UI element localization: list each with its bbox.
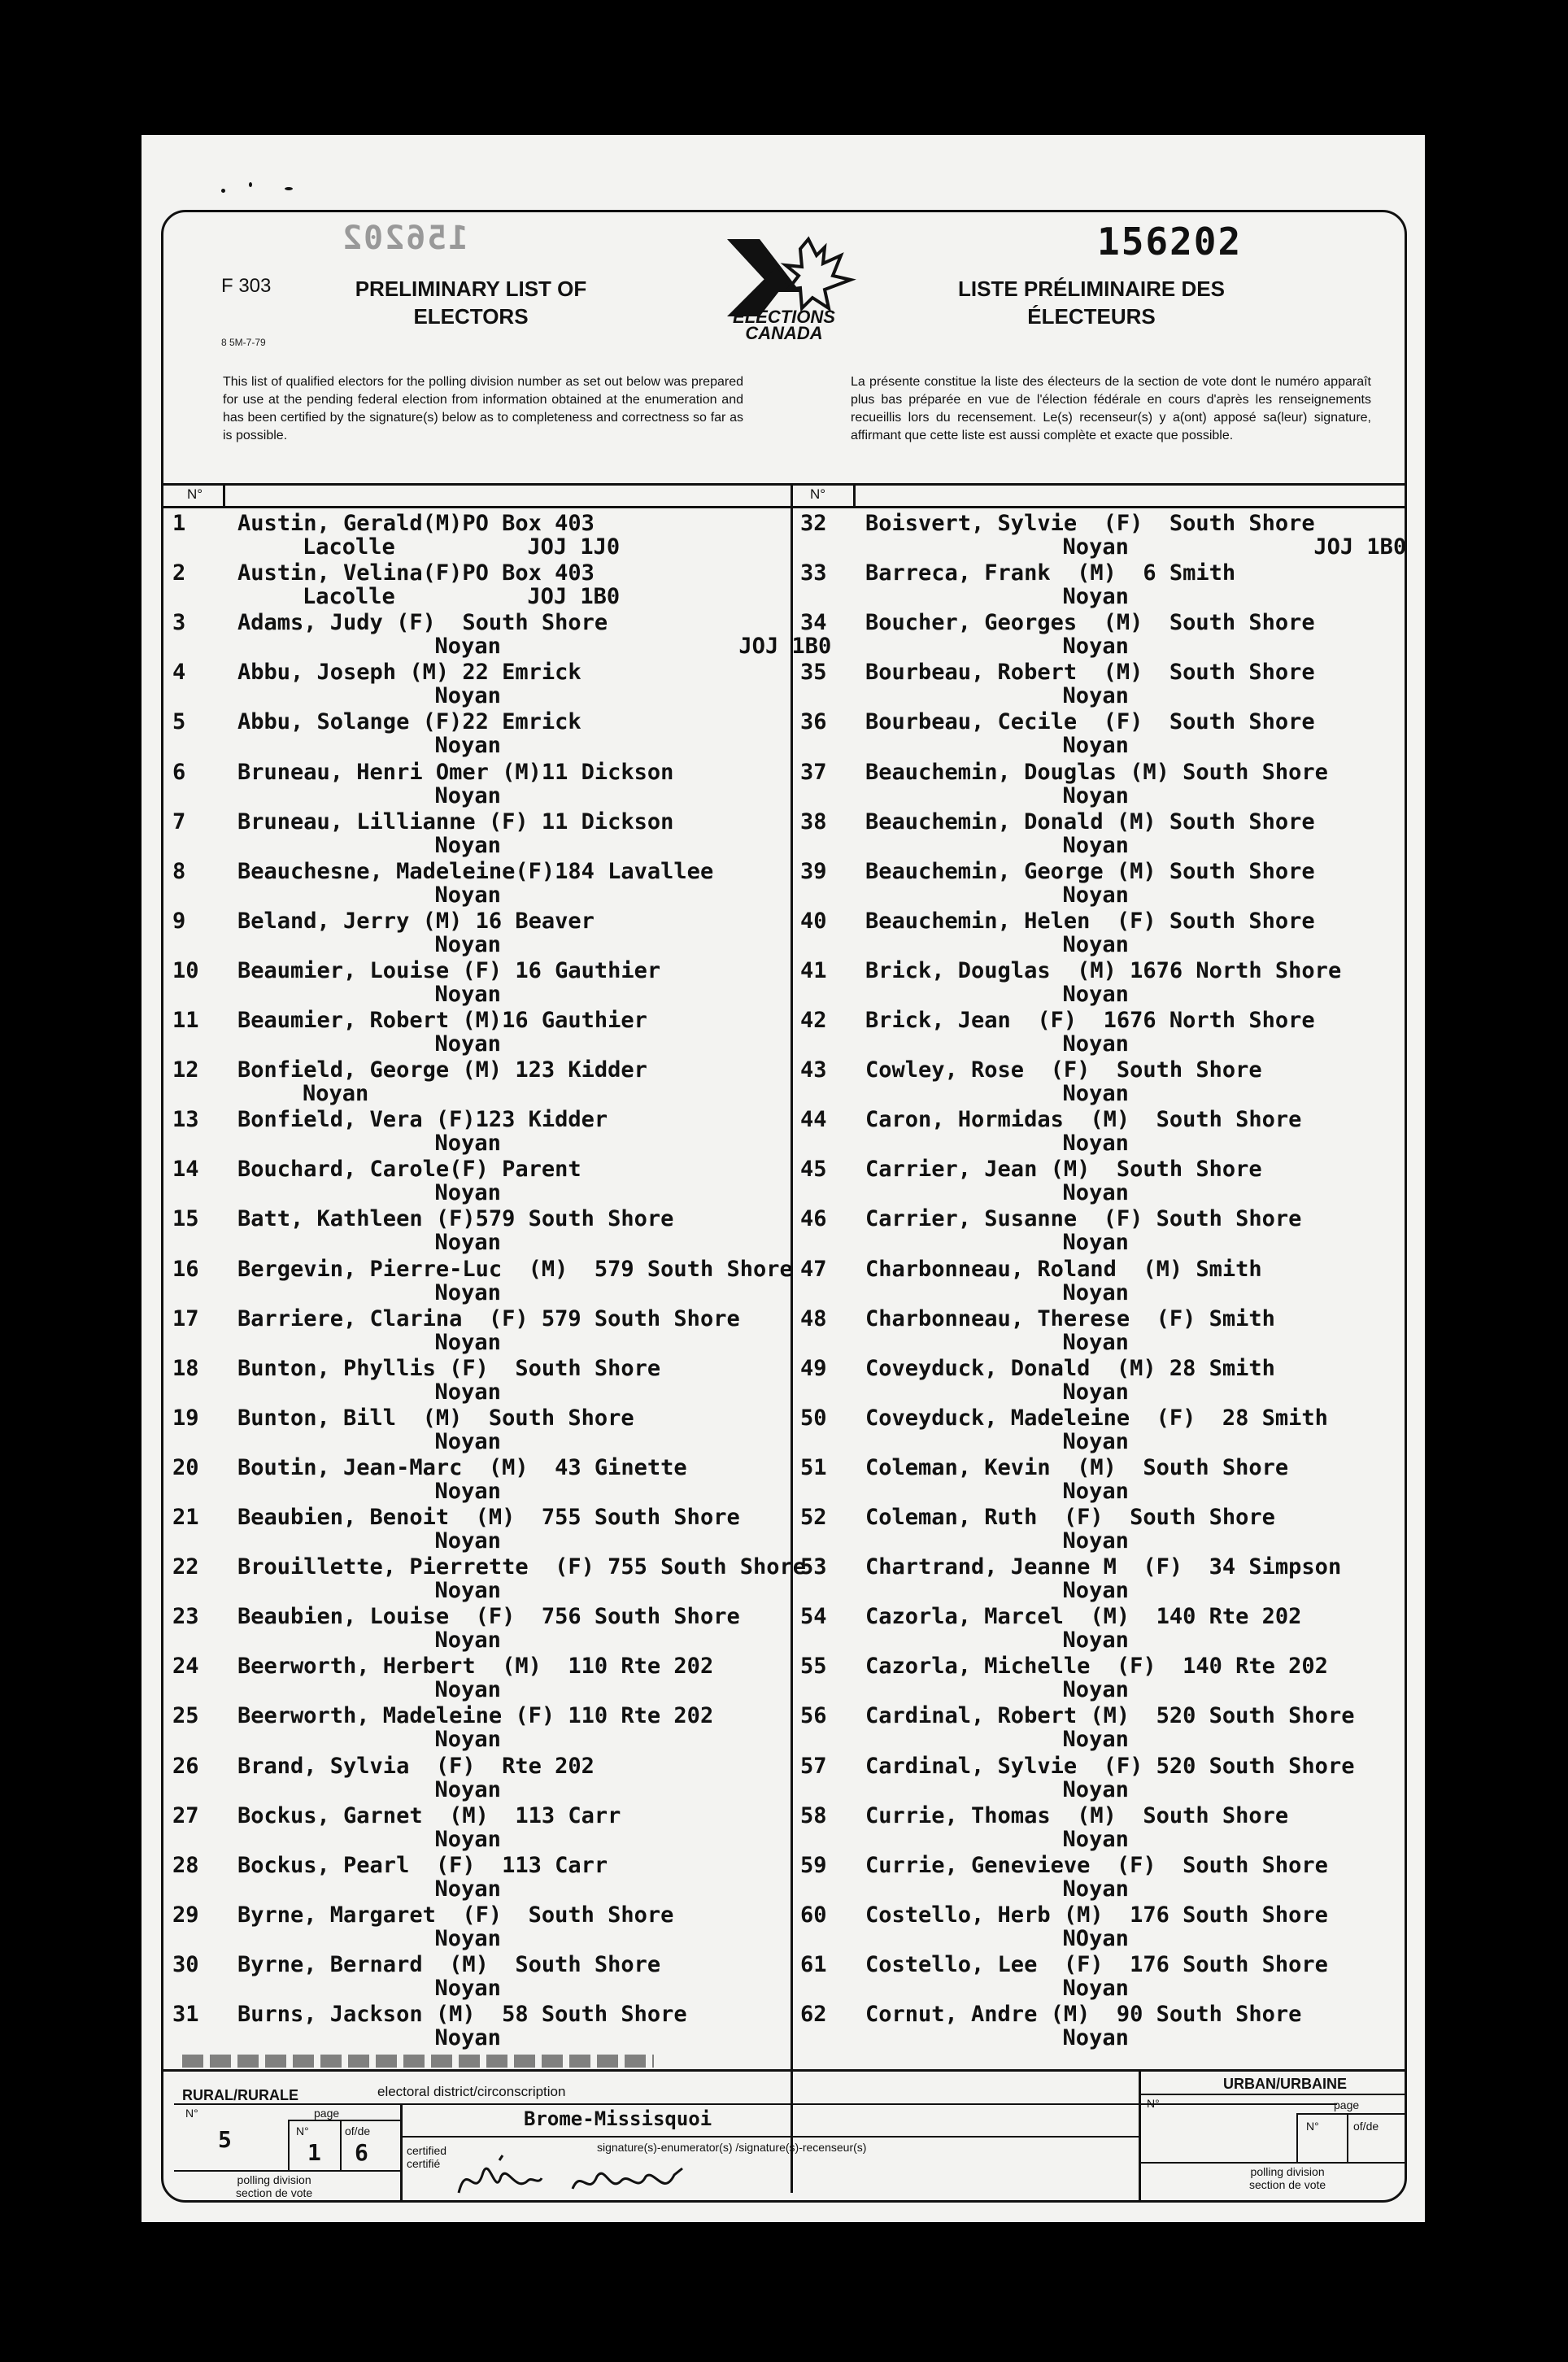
no-header-left: N° — [187, 486, 203, 502]
elector-locality: Noyan — [930, 832, 1129, 858]
electoral-district: Brome-Missisquoi — [524, 2107, 712, 2130]
elector-locality: Lacolle JOJ 1J0 — [303, 534, 621, 560]
elector-name-address: Currie, Genevieve (F) South Shore — [865, 1852, 1328, 1878]
elector-entry — [172, 559, 742, 608]
elector-locality: Noyan — [930, 1379, 1129, 1405]
elector-locality: Noyan — [303, 1031, 501, 1057]
intro-french: La présente constitue la liste des électeurs de la section de vote dont le numéro apparaît plus bas préparée en vue de l'élection fédérale en cours d'après les renseignements recueillis lors du recensement. Le(s) recenseur(s) y a(ont) apposé sa(leur) signature, affirmant que cette liste est aussi complète et exacte que possible. — [851, 375, 1371, 442]
document-sheet — [142, 135, 1425, 2222]
elector-name-address: Byrne, Bernard (M) South Shore — [237, 1951, 661, 1977]
elector-number: 28 — [172, 1852, 199, 1878]
elector-number: 53 — [800, 1554, 827, 1580]
elector-number: 4 — [172, 660, 186, 686]
elector-name-address: Carrier, Susanne (F) South Shore — [865, 1206, 1302, 1232]
polling-division-rule — [174, 2170, 400, 2172]
elector-entry — [172, 708, 742, 757]
elector-entry — [800, 1354, 1370, 1404]
elector-locality: Noyan — [303, 782, 501, 808]
elector-name-address: Beland, Jerry (M) 16 Beaver — [237, 908, 595, 934]
elector-entry — [800, 1105, 1370, 1155]
elector-locality: Noyan — [303, 981, 501, 1007]
elector-name-address: Carrier, Jean (M) South Shore — [865, 1157, 1262, 1183]
elector-number: 13 — [172, 1107, 199, 1133]
elector-entry — [172, 1354, 742, 1404]
elector-number: 37 — [800, 759, 827, 785]
elector-name-address: Beauchemin, Donald (M) South Shore — [865, 808, 1315, 835]
elector-entry — [172, 1702, 742, 1751]
elector-locality: Noyan — [303, 931, 501, 957]
elector-locality: Noyan — [930, 1031, 1129, 1057]
elector-name-address: Bunton, Phyllis (F) South Shore — [237, 1355, 661, 1381]
elector-entry — [800, 1553, 1370, 1602]
elector-name-address: Bockus, Pearl (F) 113 Carr — [237, 1852, 608, 1878]
elector-entry — [172, 1950, 742, 2000]
elector-locality: Noyan — [930, 1628, 1129, 1654]
elector-name-address: Boucher, Georges (M) South Shore — [865, 610, 1315, 636]
certified-label: certified certifié — [407, 2144, 447, 2170]
elector-locality: Noyan — [303, 1180, 501, 1206]
elector-number: 40 — [800, 908, 827, 934]
page-no-label: N° — [296, 2124, 309, 2138]
elector-entry — [800, 509, 1407, 560]
signature-label: signature(s)-enumerator(s) /signature(s)-recenseur(s) — [597, 2141, 867, 2154]
elector-entry — [800, 708, 1370, 757]
page-box-rule — [288, 2120, 400, 2121]
urban-no-label: N° — [1147, 2097, 1160, 2110]
elector-locality: Noyan — [930, 1279, 1129, 1305]
elector-locality: Noyan — [303, 1478, 501, 1504]
elector-number: 6 — [172, 759, 186, 785]
elector-locality: Noyan JOJ 1B0 — [303, 634, 832, 660]
elector-locality: Noyan — [930, 981, 1129, 1007]
elector-entry — [172, 1602, 742, 1652]
elector-entry — [800, 658, 1370, 708]
elector-name-address: Cornut, Andre (M) 90 South Shore — [865, 2002, 1302, 2027]
elector-locality: Noyan — [303, 1975, 501, 2001]
urban-rule — [1139, 2094, 1405, 2095]
elector-name-address: Bruneau, Henri Omer (M)11 Dickson — [237, 759, 674, 785]
elector-number: 41 — [800, 957, 827, 983]
elector-number: 33 — [800, 560, 827, 586]
elector-name-address: Bouchard, Carole(F) Parent — [237, 1157, 581, 1183]
elector-locality: Noyan — [303, 1329, 501, 1355]
table-header-rule — [163, 506, 1405, 508]
elector-number: 50 — [800, 1405, 827, 1431]
elector-entry — [172, 758, 742, 808]
elector-locality: Noyan — [930, 1428, 1129, 1454]
elector-number: 51 — [800, 1454, 827, 1480]
elector-entry — [172, 1056, 742, 1105]
elector-locality: Noyan — [930, 782, 1129, 808]
elector-locality: Noyan — [930, 1727, 1129, 1753]
serial-number: 156202 — [1097, 220, 1243, 264]
elector-name-address: Brand, Sylvia (F) Rte 202 — [237, 1753, 595, 1779]
elector-locality: Noyan — [930, 1975, 1129, 2001]
elector-entry — [800, 1255, 1370, 1305]
left-no-divider — [223, 483, 225, 506]
page-total: 6 — [355, 2139, 368, 2166]
elector-locality: Noyan — [303, 882, 501, 908]
elector-locality: Noyan — [303, 1628, 501, 1654]
elector-entry — [172, 1105, 742, 1155]
urban-page-rule — [1296, 2113, 1405, 2115]
urban-page-label: page — [1334, 2098, 1360, 2111]
elector-entry — [800, 1851, 1370, 1901]
elector-name-address: Costello, Herb (M) 176 South Shore — [865, 1902, 1328, 1928]
elector-locality: Noyan — [303, 1876, 501, 1902]
elector-number: 16 — [172, 1256, 199, 1282]
elector-number: 11 — [172, 1008, 199, 1033]
elector-number: 10 — [172, 957, 199, 983]
elector-name-address: Barriere, Clarina (F) 579 South Shore — [237, 1305, 740, 1331]
elector-locality: Noyan — [303, 1528, 501, 1554]
elector-number: 56 — [800, 1703, 827, 1729]
elector-number: 62 — [800, 2002, 827, 2027]
elector-entry — [800, 1305, 1370, 1354]
elector-locality: Noyan — [303, 1279, 501, 1305]
elector-locality: Noyan — [303, 1727, 501, 1753]
elector-locality: Noyan — [930, 1329, 1129, 1355]
elector-name-address: Charbonneau, Roland (M) Smith — [865, 1256, 1262, 1282]
elector-number: 30 — [172, 1951, 199, 1977]
polling-division-number: 5 — [218, 2126, 232, 2153]
elector-name-address: Bergevin, Pierre-Luc (M) 579 South Shore — [237, 1256, 793, 1282]
elector-name-address: Beaubien, Benoit (M) 755 South Shore — [237, 1505, 740, 1530]
elector-entry — [800, 1950, 1370, 2000]
elector-number: 24 — [172, 1654, 199, 1680]
elector-number: 21 — [172, 1505, 199, 1530]
elector-name-address: Cardinal, Sylvie (F) 520 South Shore — [865, 1753, 1355, 1779]
elector-entry — [172, 1553, 806, 1604]
elector-entry — [172, 1752, 742, 1802]
elector-number: 3 — [172, 610, 186, 636]
elector-number: 61 — [800, 1951, 827, 1977]
elector-entry — [172, 2000, 742, 2050]
footer-right-divider — [1139, 2069, 1141, 2201]
elector-number: 8 — [172, 858, 186, 884]
elector-locality: Noyan — [303, 832, 501, 858]
elector-entry — [800, 2000, 1370, 2050]
urban-polling-division-label: polling division section de vote — [1249, 2165, 1326, 2191]
elector-locality: Noyan — [303, 1578, 501, 1604]
elector-locality: Noyan — [303, 1925, 501, 1951]
elector-entry — [800, 1901, 1370, 1950]
elector-name-address: Beerworth, Madeleine (F) 110 Rte 202 — [237, 1703, 714, 1729]
rural-label: RURAL/RURALE — [182, 2087, 298, 2103]
table-top-rule — [163, 483, 1405, 486]
of-label: of/de — [345, 2124, 371, 2138]
elector-name-address: Byrne, Margaret (F) South Shore — [237, 1902, 674, 1928]
elector-number: 18 — [172, 1355, 199, 1381]
elector-name-address: Beauchemin, Helen (F) South Shore — [865, 908, 1315, 934]
elector-name-address: Coleman, Kevin (M) South Shore — [865, 1454, 1289, 1480]
elector-name-address: Boutin, Jean-Marc (M) 43 Ginette — [237, 1454, 687, 1480]
elector-entry — [172, 1006, 742, 1056]
elector-number: 57 — [800, 1753, 827, 1779]
elector-number: 60 — [800, 1902, 827, 1928]
elector-entry — [800, 758, 1370, 808]
elector-entry — [172, 857, 742, 907]
elector-number: 38 — [800, 808, 827, 835]
elector-name-address: Beaumier, Louise (F) 16 Gauthier — [237, 957, 661, 983]
elector-entry — [800, 1503, 1370, 1553]
elector-number: 42 — [800, 1008, 827, 1033]
elector-entry — [172, 1453, 742, 1503]
elector-number: 45 — [800, 1157, 827, 1183]
elector-name-address: Beaubien, Louise (F) 756 South Shore — [237, 1604, 740, 1630]
elector-name-address: Bourbeau, Cecile (F) South Shore — [865, 709, 1315, 735]
elector-number: 23 — [172, 1604, 199, 1630]
elector-locality: Noyan — [930, 1230, 1129, 1256]
elector-name-address: Bockus, Garnet (M) 113 Carr — [237, 1802, 621, 1828]
elector-name-address: Caron, Hormidas (M) South Shore — [865, 1107, 1302, 1133]
urban-of-divider — [1347, 2113, 1348, 2162]
elector-entry — [800, 1702, 1370, 1751]
elector-name-address: Burns, Jackson (M) 58 South Shore — [237, 2002, 687, 2027]
elector-entry — [800, 957, 1370, 1006]
page-label: page — [314, 2107, 340, 2120]
elector-locality: Noyan — [930, 1677, 1129, 1703]
elector-number: 47 — [800, 1256, 827, 1282]
elector-entry — [800, 559, 1370, 608]
no-page-divider — [288, 2120, 290, 2170]
elector-entry — [172, 1851, 742, 1901]
elector-number: 52 — [800, 1505, 827, 1530]
elector-name-address: Costello, Lee (F) 176 South Shore — [865, 1951, 1328, 1977]
elector-name-address: Boisvert, Sylvie (F) South Shore — [865, 511, 1315, 536]
elector-locality: Noyan — [930, 1578, 1129, 1604]
elector-locality: NOyan — [930, 1925, 1129, 1951]
elector-name-address: Austin, Velina(F)PO Box 403 — [237, 560, 595, 586]
elector-locality: Noyan JOJ 1B0 — [930, 534, 1407, 560]
elector-entry — [172, 1155, 742, 1205]
elector-locality: Lacolle JOJ 1B0 — [303, 584, 621, 610]
elector-entry — [172, 1404, 742, 1453]
elector-name-address: Batt, Kathleen (F)579 South Shore — [237, 1206, 674, 1232]
title-english: PRELIMINARY LIST OF ELECTORS — [355, 277, 587, 329]
elector-entry — [800, 1404, 1370, 1453]
elector-name-address: Brick, Douglas (M) 1676 North Shore — [865, 957, 1342, 983]
enumerator-signature — [451, 2152, 792, 2209]
elector-locality: Noyan — [303, 733, 501, 759]
elector-name-address: Chartrand, Jeanne M (F) 34 Simpson — [865, 1554, 1342, 1580]
elector-entry — [800, 808, 1370, 857]
elector-locality: Noyan — [930, 1081, 1129, 1107]
elector-name-address: Abbu, Joseph (M) 22 Emrick — [237, 660, 581, 686]
elector-entry — [800, 1802, 1370, 1851]
elector-locality: Noyan — [930, 733, 1129, 759]
elector-locality: Noyan — [930, 2025, 1129, 2050]
elector-entry — [172, 907, 742, 957]
elector-number: 46 — [800, 1206, 827, 1232]
elector-locality: Noyan — [303, 1776, 501, 1802]
elector-name-address: Beaumier, Robert (M)16 Gauthier — [237, 1008, 647, 1033]
elector-number: 34 — [800, 610, 827, 636]
elector-entry — [800, 608, 1370, 658]
elector-entry — [800, 1006, 1370, 1056]
elector-entry — [172, 1503, 742, 1553]
elector-entry — [800, 1453, 1370, 1503]
elector-number: 25 — [172, 1703, 199, 1729]
elector-locality: Noyan — [930, 634, 1129, 660]
cut-off-entry — [182, 2055, 654, 2068]
elector-number: 54 — [800, 1604, 827, 1630]
elector-number: 39 — [800, 858, 827, 884]
elector-entry — [800, 1205, 1370, 1254]
urban-label: URBAN/URBAINE — [1223, 2076, 1347, 2092]
elector-name-address: Coleman, Ruth (F) South Shore — [865, 1505, 1275, 1530]
elector-name-address: Austin, Gerald(M)PO Box 403 — [237, 511, 595, 536]
elector-entry — [172, 509, 742, 559]
mirrored-stamp-number: 156202 — [341, 220, 468, 257]
elector-name-address: Cazorla, Michelle (F) 140 Rte 202 — [865, 1654, 1328, 1680]
elector-locality: Noyan — [930, 1876, 1129, 1902]
elector-locality: Noyan — [303, 1428, 501, 1454]
elector-entry — [800, 1752, 1370, 1802]
elector-locality: Noyan — [930, 1478, 1129, 1504]
elector-entry — [172, 1901, 742, 1950]
elector-entry — [800, 1155, 1370, 1205]
elector-number: 49 — [800, 1355, 827, 1381]
elector-entry — [800, 857, 1370, 907]
elector-locality: Noyan — [303, 1677, 501, 1703]
elector-number: 31 — [172, 2002, 199, 2027]
elector-number: 15 — [172, 1206, 199, 1232]
elector-number: 32 — [800, 511, 827, 536]
title-french: LISTE PRÉLIMINAIRE DES ÉLECTEURS — [958, 277, 1225, 329]
elector-entry — [172, 1305, 742, 1354]
elector-entry — [800, 1602, 1370, 1652]
elector-number: 12 — [172, 1057, 199, 1083]
elector-entry — [172, 1255, 793, 1305]
elector-locality: Noyan — [930, 1776, 1129, 1802]
elector-locality: Noyan — [303, 1131, 501, 1157]
elector-locality: Noyan — [930, 1131, 1129, 1157]
urban-polling-rule — [1139, 2162, 1405, 2164]
elector-name-address: Beauchemin, Douglas (M) South Shore — [865, 759, 1328, 785]
elector-number: 35 — [800, 660, 827, 686]
logo-text: ELECTIONS CANADA — [733, 307, 835, 343]
urban-page-divider — [1296, 2113, 1298, 2162]
elector-name-address: Abbu, Solange (F)22 Emrick — [237, 709, 581, 735]
elector-entry — [800, 1056, 1370, 1105]
elector-entry — [172, 1802, 742, 1851]
elector-number: 20 — [172, 1454, 199, 1480]
elector-number: 9 — [172, 908, 186, 934]
elector-entry — [172, 808, 742, 857]
elector-number: 22 — [172, 1554, 199, 1580]
no-header-right: N° — [810, 486, 826, 502]
elector-name-address: Bunton, Bill (M) South Shore — [237, 1405, 634, 1431]
elector-locality: Noyan — [303, 2025, 501, 2050]
elector-entry — [172, 1205, 742, 1254]
elector-number: 48 — [800, 1305, 827, 1331]
page-of-divider — [340, 2120, 342, 2170]
elector-name-address: Bonfield, George (M) 123 Kidder — [237, 1057, 647, 1083]
elector-locality: Noyan — [930, 1528, 1129, 1554]
elector-entry — [172, 957, 742, 1006]
footer-left-divider — [400, 2103, 403, 2201]
elector-number: 27 — [172, 1802, 199, 1828]
district-underline — [400, 2136, 1139, 2138]
elector-name-address: Coveyduck, Madeleine (F) 28 Smith — [865, 1405, 1328, 1431]
elector-number: 26 — [172, 1753, 199, 1779]
center-divider — [791, 483, 793, 2193]
elector-name-address: Cardinal, Robert (M) 520 South Shore — [865, 1703, 1355, 1729]
elector-name-address: Beerworth, Herbert (M) 110 Rte 202 — [237, 1654, 714, 1680]
elector-number: 5 — [172, 709, 186, 735]
elector-name-address: Coveyduck, Donald (M) 28 Smith — [865, 1355, 1275, 1381]
elector-locality: Noyan — [930, 1180, 1129, 1206]
elector-locality: Noyan — [303, 1379, 501, 1405]
elector-name-address: Brick, Jean (F) 1676 North Shore — [865, 1008, 1315, 1033]
elector-locality: Noyan — [303, 1230, 501, 1256]
elector-number: 17 — [172, 1305, 199, 1331]
elector-name-address: Beauchemin, George (M) South Shore — [865, 858, 1315, 884]
elector-number: 19 — [172, 1405, 199, 1431]
elector-number: 58 — [800, 1802, 827, 1828]
elector-name-address: Barreca, Frank (M) 6 Smith — [865, 560, 1236, 586]
page-number: 1 — [307, 2139, 321, 2166]
elector-number: 36 — [800, 709, 827, 735]
urban-of-label: of/de — [1353, 2120, 1379, 2133]
elector-locality: Noyan — [930, 683, 1129, 709]
elector-entry — [800, 907, 1370, 957]
right-no-divider — [853, 483, 856, 506]
elector-name-address: Brouillette, Pierrette (F) 755 South Shore — [237, 1554, 806, 1580]
elector-locality: Noyan — [303, 1081, 369, 1107]
elector-number: 2 — [172, 560, 186, 586]
form-number: F 303 — [221, 275, 272, 297]
footer-top-rule — [163, 2069, 1405, 2072]
urban-page-no-label: N° — [1306, 2120, 1319, 2133]
elector-name-address: Cazorla, Marcel (M) 140 Rte 202 — [865, 1604, 1302, 1630]
elector-locality: Noyan — [303, 683, 501, 709]
elector-locality: Noyan — [930, 1826, 1129, 1852]
elector-name-address: Cowley, Rose (F) South Shore — [865, 1057, 1262, 1083]
elector-number: 55 — [800, 1654, 827, 1680]
elector-number: 59 — [800, 1852, 827, 1878]
form-code: 8 5M-7-79 — [221, 337, 266, 348]
elector-name-address: Bonfield, Vera (F)123 Kidder — [237, 1107, 608, 1133]
elector-entry — [800, 1652, 1370, 1702]
elector-locality: Noyan — [930, 584, 1129, 610]
elector-name-address: Currie, Thomas (M) South Shore — [865, 1802, 1289, 1828]
elector-locality: Noyan — [303, 1826, 501, 1852]
elector-locality: Noyan — [930, 882, 1129, 908]
elector-name-address: Bruneau, Lillianne (F) 11 Dickson — [237, 808, 674, 835]
elector-name-address: Bourbeau, Robert (M) South Shore — [865, 660, 1315, 686]
elector-entry — [172, 658, 742, 708]
elector-name-address: Beauchesne, Madeleine(F)184 Lavallee — [237, 858, 714, 884]
elector-number: 1 — [172, 511, 186, 536]
elector-name-address: Charbonneau, Therese (F) Smith — [865, 1305, 1275, 1331]
polling-division-label: polling division section de vote — [236, 2173, 313, 2199]
rural-no-label: N° — [185, 2107, 198, 2120]
elector-locality: Noyan — [930, 931, 1129, 957]
elector-number: 14 — [172, 1157, 199, 1183]
intro-english: This list of qualified electors for the polling division number as set out below was prepared for use at the pending federal election from information obtained at the enumeration and has been certified by the signature(s) below as to completeness and correctness so far as is possible. — [223, 375, 743, 442]
elector-entry — [172, 1652, 742, 1702]
elector-number: 44 — [800, 1107, 827, 1133]
elector-name-address: Adams, Judy (F) South Shore — [237, 610, 608, 636]
electoral-district-label: electoral district/circonscription — [377, 2084, 566, 2099]
elector-number: 43 — [800, 1057, 827, 1083]
elector-number: 7 — [172, 808, 186, 835]
elector-number: 29 — [172, 1902, 199, 1928]
